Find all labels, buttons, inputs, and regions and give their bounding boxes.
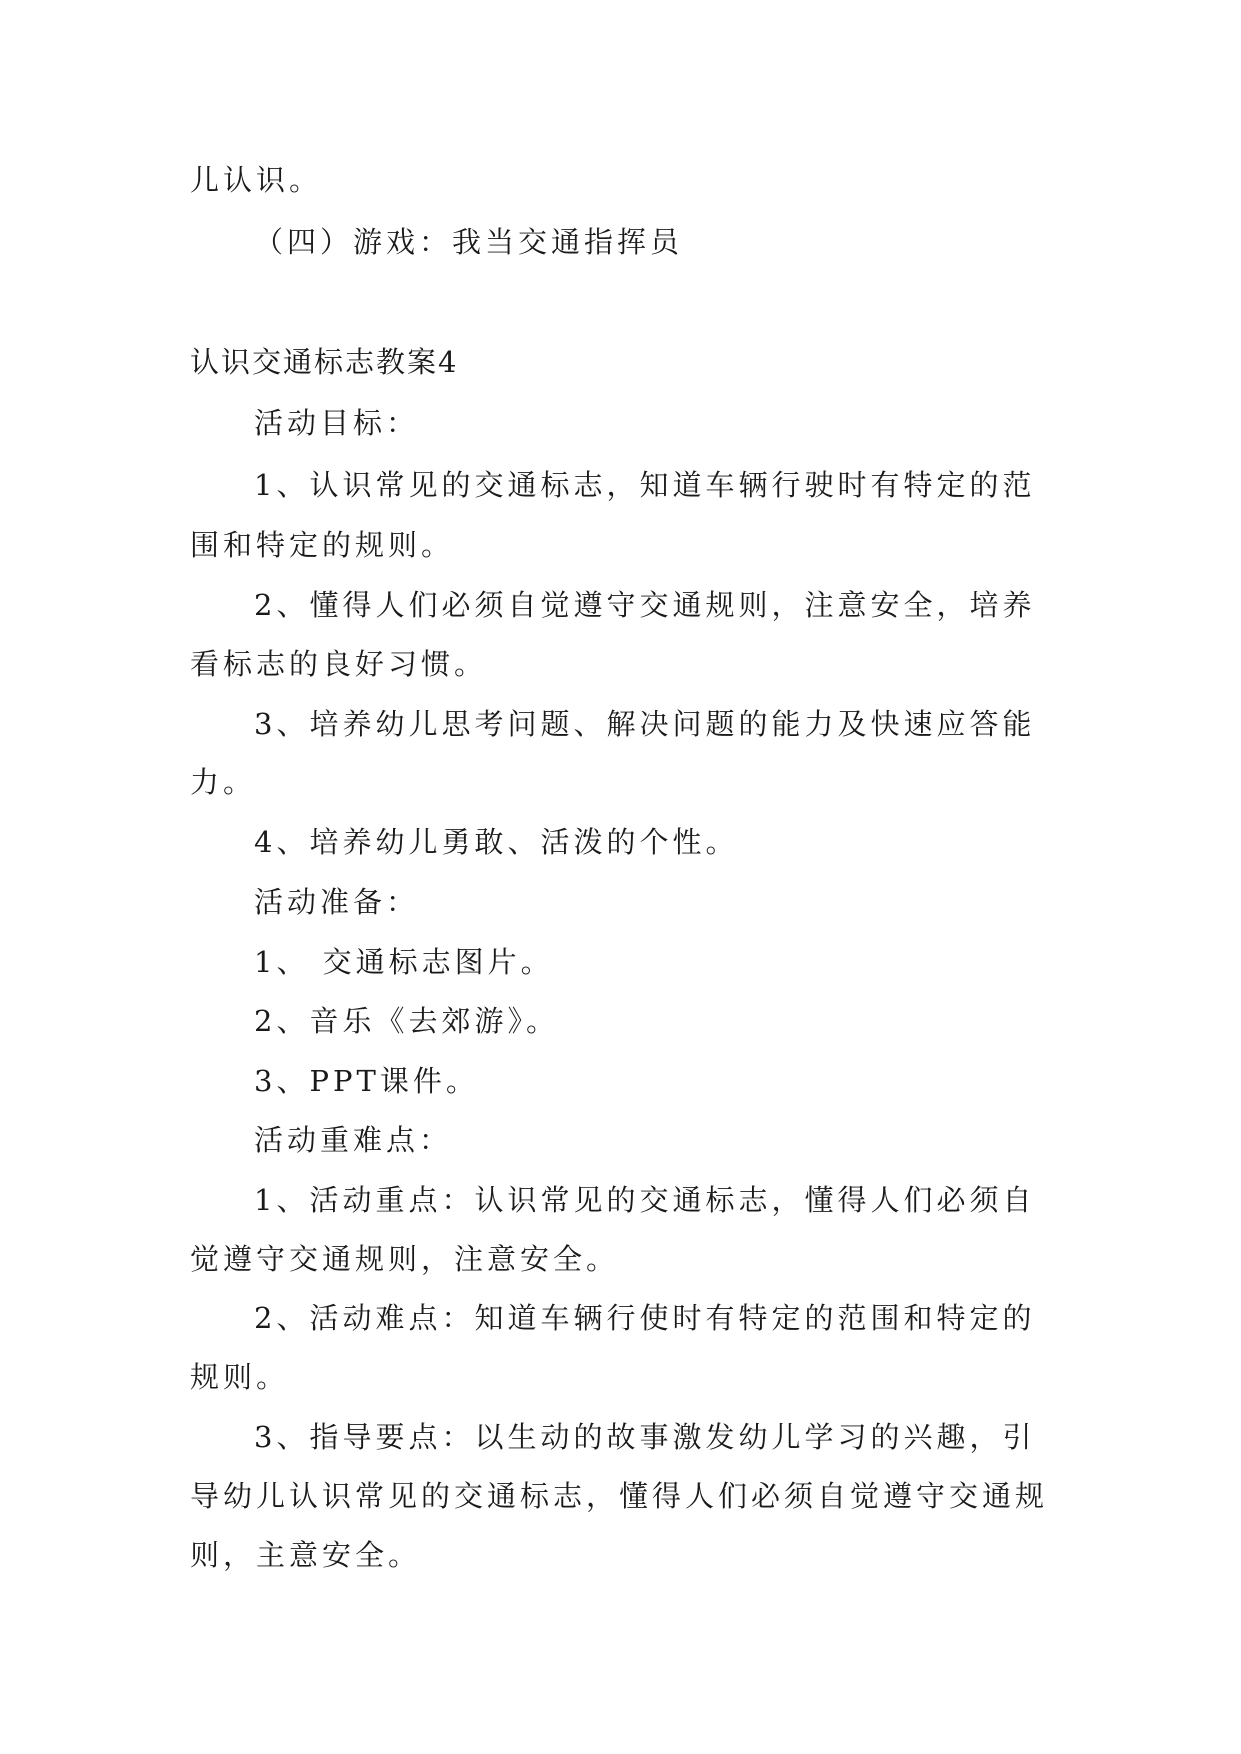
text-line: 3、培养幼儿思考问题、解决问题的能力及快速应答能 <box>254 707 1036 741</box>
text-line: 1、 交通标志图片。 <box>254 945 554 979</box>
text-line: 看标志的良好习惯。 <box>190 647 488 681</box>
text-line: 1、认识常见的交通标志，知道车辆行驶时有特定的范 <box>254 468 1036 502</box>
text-line: 2、活动难点：知道车辆行使时有特定的范围和特定的 <box>254 1301 1036 1335</box>
text-line: 规则。 <box>190 1360 290 1394</box>
text-line: 1、活动重点：认识常见的交通标志，懂得人们必须自 <box>254 1183 1036 1217</box>
text-line: 围和特定的规则。 <box>190 528 455 562</box>
text-line: 活动重难点： <box>254 1123 453 1157</box>
text-line: 儿认识。 <box>190 163 323 197</box>
text-line: 活动目标： <box>254 406 420 440</box>
section-title: 认识交通标志教案4 <box>190 345 459 379</box>
text-line: 力。 <box>190 765 257 799</box>
text-line: 2、音乐《去郊游》。 <box>254 1004 559 1038</box>
text-line: 2、懂得人们必须自觉遵守交通规则，注意安全，培养 <box>254 588 1036 622</box>
text-line: 4、培养幼儿勇敢、活泼的个性。 <box>254 825 739 859</box>
text-line: 则，主意安全。 <box>190 1538 422 1572</box>
text-line: 活动准备： <box>254 885 420 919</box>
text-line: 导幼儿认识常见的交通标志，懂得人们必须自觉遵守交通规 <box>190 1479 1049 1513</box>
text-line: 3、PPT课件。 <box>254 1064 479 1098</box>
text-line: 3、指导要点：以生动的故事激发幼儿学习的兴趣，引 <box>254 1420 1036 1454</box>
text-line: 觉遵守交通规则，注意安全。 <box>190 1242 620 1276</box>
text-line: （四）游戏：我当交通指挥员 <box>254 225 684 259</box>
